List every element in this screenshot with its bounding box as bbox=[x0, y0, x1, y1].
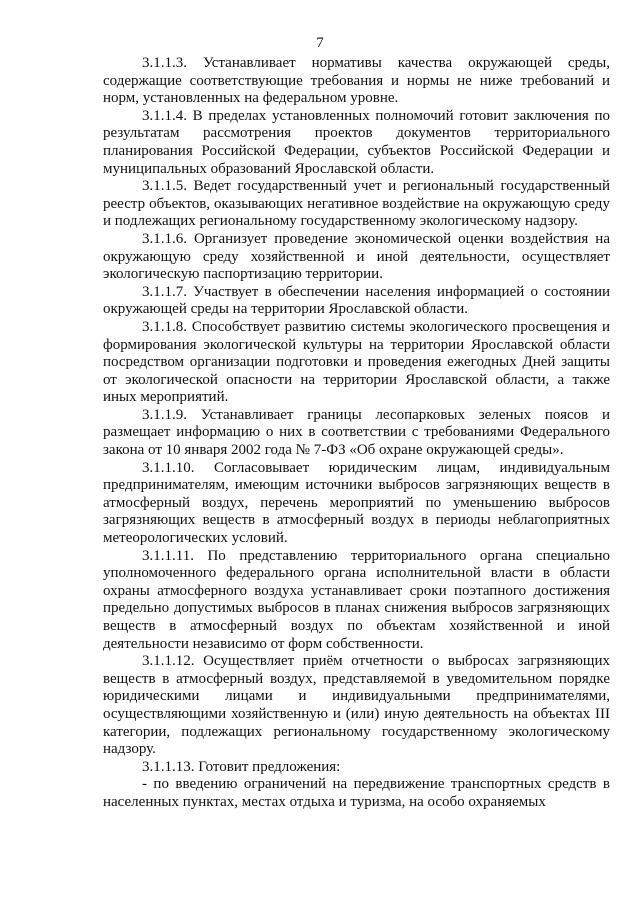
paragraph-3-1-1-3: 3.1.1.3. Устанавливает нормативы качества окружающей среды, содержащие соответствующие требования и нормы не ниже требований и норм, установленных на федеральном уровне. bbox=[103, 55, 610, 107]
paragraph-3-1-1-7: 3.1.1.7. Участвует в обеспечении населения информацией о состоянии окружающей среды на территории Ярославской области. bbox=[103, 283, 610, 318]
paragraph-3-1-1-12: 3.1.1.12. Осуществляет приём отчетности о выбросах загрязняющих веществ в атмосферный воздух, представляемой в уведомительном порядке юридическими лицами и индивидуальными предпринимателями, осуществляющими хозяйственную и (или) иную деятельность на объектах III категории, подлежащих региональному государственному экологическому надзору. bbox=[103, 653, 610, 758]
paragraph-3-1-1-4: 3.1.1.4. В пределах установленных полномочий готовит заключения по результатам рассмотрения проектов документов территориального планирования Российской Федерации, субъектов Российской Федерации и муниципальных образований Ярославской области. bbox=[103, 107, 610, 177]
page-number: 7 bbox=[316, 35, 324, 51]
document-body bbox=[103, 55, 610, 812]
paragraph-3-1-1-6: 3.1.1.6. Организует проведение экономической оценки воздействия на окружающую среду хозяйственной и иной деятельности, осуществляет экологическую паспортизацию территории. bbox=[103, 230, 610, 283]
paragraph-3-1-1-13: 3.1.1.13. Готовит предложения: bbox=[142, 758, 341, 775]
paragraph-3-1-1-5: 3.1.1.5. Ведет государственный учет и региональный государственный реестр объектов, оказывающих негативное воздействие на окружающую среду и подлежащих региональному государственному экологическому надзору. bbox=[103, 178, 610, 230]
list-item-traffic-restrictions: - по введению ограничений на передвижение транспортных средств в населенных пунктах, местах отдыха и туризма, на особо охраняемых bbox=[103, 776, 610, 810]
paragraph-3-1-1-11: 3.1.1.11. По представлению территориального органа специально уполномоченного федерального органа исполнительной власти в области охраны атмосферного воздуха устанавливает сроки поэтапного достижения предельно допустимых выбросов в планах снижения выбросов загрязняющих веществ в атмосферный воздух по объектам хозяйственной и иной деятельности независимо от форм собственности. bbox=[103, 547, 610, 652]
paragraph-3-1-1-9: 3.1.1.9. Устанавливает границы лесопарковых зеленых поясов и размещает информацию о них в соответствии с требованиями Федерального закона от 10 января 2002 года № 7-ФЗ «Об охране окружающей среды». bbox=[103, 406, 610, 459]
paragraph-3-1-1-8: 3.1.1.8. Способствует развитию системы экологического просвещения и формирования экологической культуры на территории Ярославской области посредством организации подготовки и проведения ежегодных Дней защиты от экологической опасности на территории Ярославской области, а также иных мероприятий. bbox=[103, 318, 610, 406]
paragraph-3-1-1-10: 3.1.1.10. Согласовывает юридическим лицам, индивидуальным предпринимателям, имеющим источники выбросов загрязняющих веществ в атмосферный воздух, перечень мероприятий по уменьшению выбросов загрязняющих веществ в атмосферный воздух в периоды неблагоприятных метеорологических условий. bbox=[103, 459, 610, 547]
